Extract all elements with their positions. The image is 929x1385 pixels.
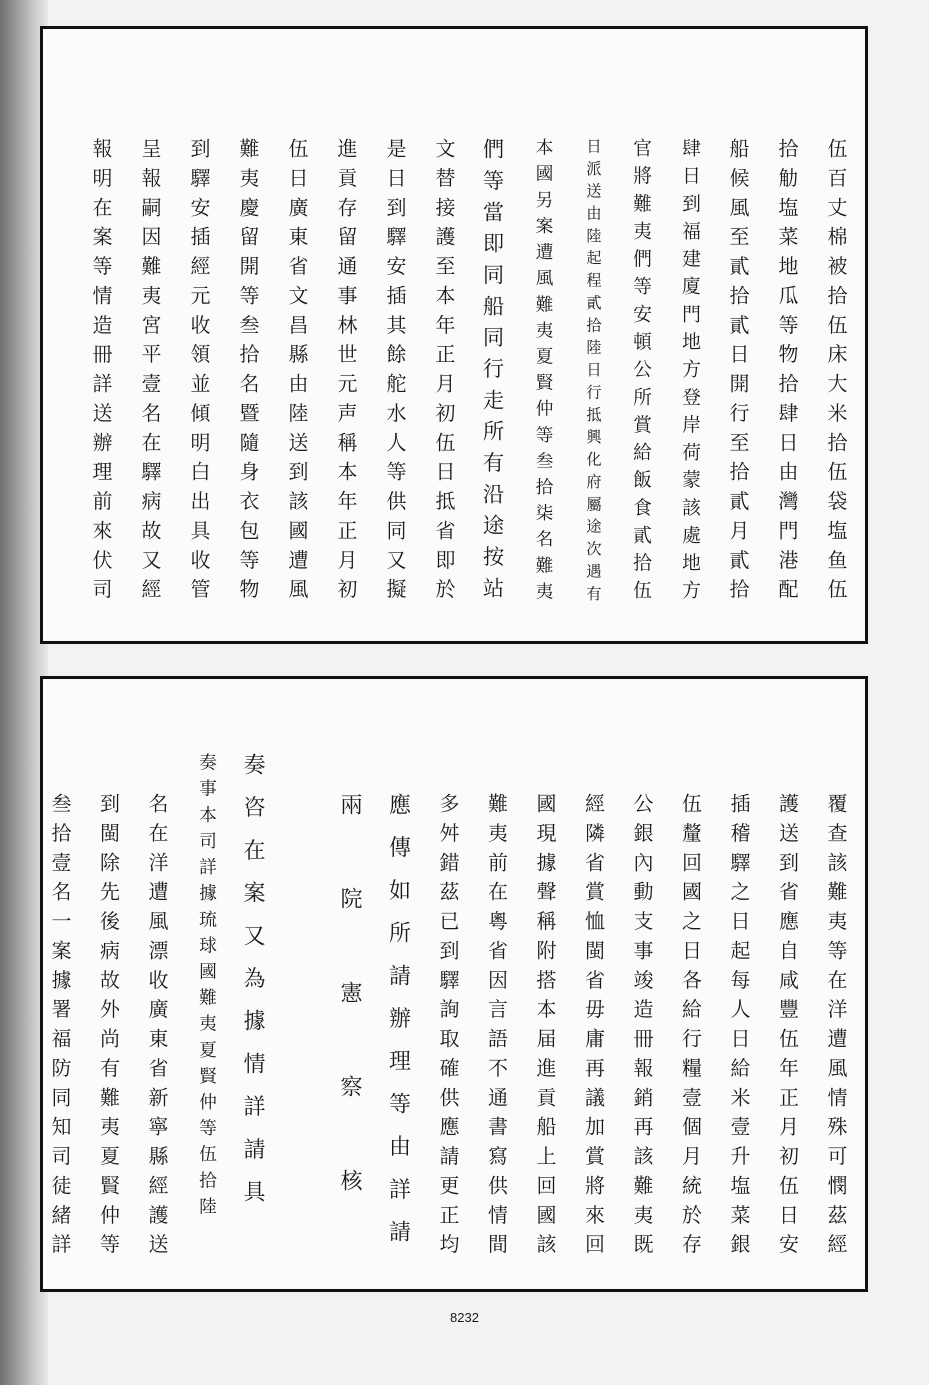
text-column: 經隣省賞恤閩省毋庸再議加賞將來回 bbox=[581, 793, 606, 1263]
text-column: 呈報嗣因難夷宮平壹名在驛病故又經 bbox=[138, 138, 162, 608]
text-column: 們等當即同船同行走所有沿途按站 bbox=[479, 138, 504, 608]
document-panel-lower bbox=[40, 676, 868, 1292]
text-column: 官將難夷們等安頓公所賞給飯食貳拾伍 bbox=[630, 138, 651, 608]
text-column: 多舛錯茲已到驛詢取確供應請更正均 bbox=[436, 793, 460, 1263]
text-column: 難夷前在粵省因言語不通書寫供情間 bbox=[484, 793, 509, 1263]
text-column: 兩院憲察核 bbox=[337, 793, 362, 1263]
text-column: 到閩除先後病故外尚有難夷夏賢仲等 bbox=[96, 793, 121, 1263]
text-column: 難夷慶留開等叁拾名暨隨身衣包等物 bbox=[236, 138, 260, 608]
text-column: 奏事本司詳據琉球國難夷夏賢仲等伍拾陸 bbox=[196, 753, 217, 1223]
text-column: 伍日廣東省文昌縣由陸送到該國遭風 bbox=[285, 138, 309, 608]
lower-text-columns bbox=[43, 679, 865, 1289]
text-column: 肆日到福建廈門地方登岸荷蒙該處地方 bbox=[679, 138, 700, 608]
text-column: 護送到省應自咸豐伍年正月初伍日安 bbox=[775, 793, 800, 1263]
text-column: 船候風至貳拾貳日開行至拾貳月貳拾 bbox=[726, 138, 750, 608]
text-column: 伍釐回國之日各給行糧壹個月統於存 bbox=[678, 793, 703, 1263]
text-column: 叁拾壹名一案據署福防同知司徒緒詳 bbox=[48, 793, 72, 1263]
text-column: 文替接護至本年正月初伍日抵省即於 bbox=[432, 138, 456, 608]
text-column: 到驛安插經元收領並傾明白出具收管 bbox=[187, 138, 211, 608]
text-column: 奏咨在案又為據情詳請具 bbox=[240, 753, 265, 1223]
document-panel-upper bbox=[40, 26, 868, 644]
text-column: 拾觔塩菜地瓜等物拾肆日由灣門港配 bbox=[775, 138, 799, 608]
text-column: 報明在案等情造冊詳送辦理前來伏司 bbox=[89, 138, 113, 608]
text-column: 日派送由陸起程貳拾陸日行抵興化府屬途次遇有 bbox=[584, 138, 602, 608]
text-column: 國現據聲稱附搭本届進貢船上回國該 bbox=[533, 793, 557, 1263]
text-column: 應傳如所請辦理等由詳請 bbox=[385, 793, 411, 1263]
text-column: 本國另案遭風難夷夏賢仲等叁拾柒名難夷 bbox=[533, 138, 553, 608]
text-column: 覆查該難夷等在洋遭風情殊可憫茲經 bbox=[824, 793, 848, 1263]
page-number: 8232 bbox=[450, 1310, 479, 1325]
text-column: 進貢存留通事林世元声稱本年正月初 bbox=[334, 138, 358, 608]
text-column: 公銀內動支事竣造冊報銷再該難夷既 bbox=[630, 793, 654, 1263]
text-column: 是日到驛安插其餘舵水人等供同又擬 bbox=[383, 138, 407, 608]
upper-text-columns bbox=[43, 29, 865, 641]
text-column: 伍百丈棉被拾伍床大米拾伍袋塩鱼伍 bbox=[824, 138, 848, 608]
text-column: 名在洋遭風漂收廣東省新寧縣經護送 bbox=[145, 793, 169, 1263]
text-column: 插稽驛之日起每人日給米壹升塩菜銀 bbox=[727, 793, 751, 1263]
